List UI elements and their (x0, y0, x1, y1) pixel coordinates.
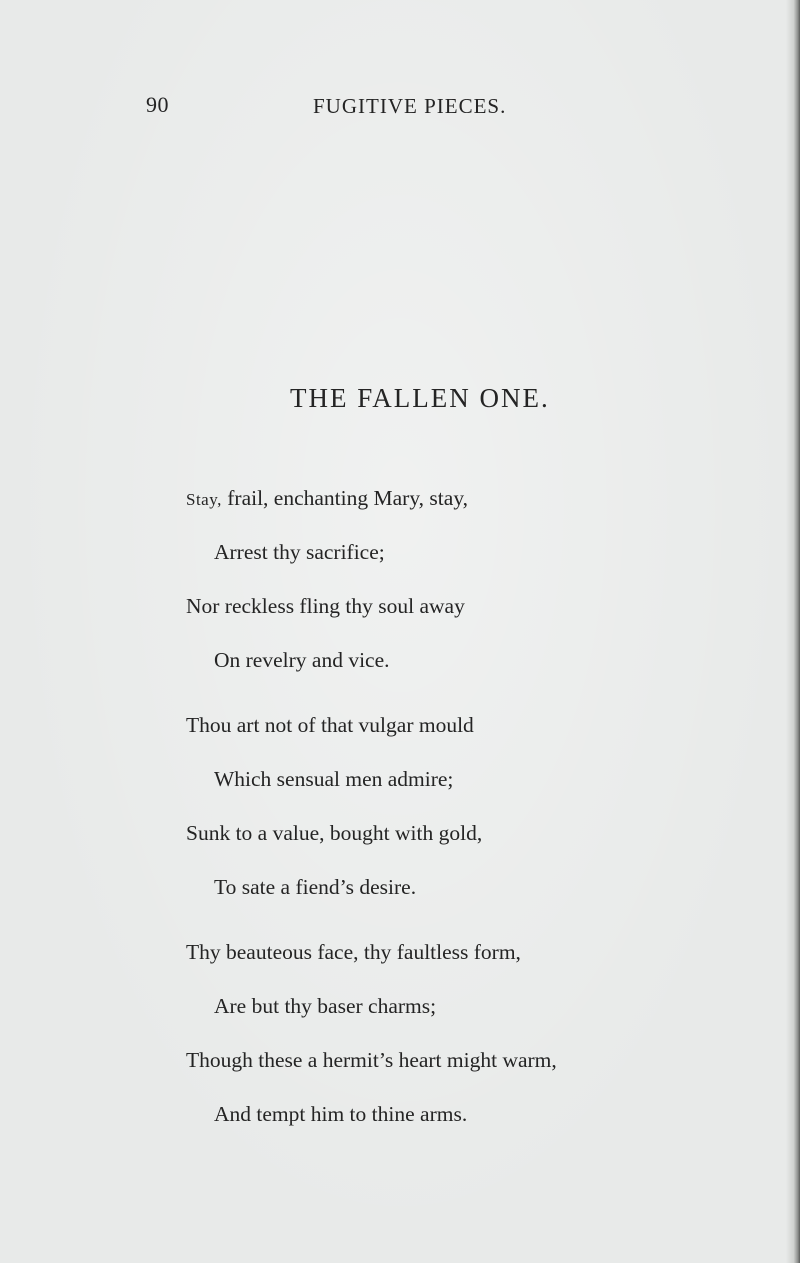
poem-line: On revelry and vice. (214, 648, 390, 672)
poem-line: Nor reckless fling thy soul away (186, 594, 465, 618)
poem-line: Arrest thy sacrifice; (214, 540, 385, 564)
poem-line: Thy beauteous face, thy faultless form, (186, 940, 521, 964)
poem-line: And tempt him to thine arms. (214, 1102, 468, 1126)
page-number: 90 (146, 92, 169, 117)
poem-line: Are but thy baser charms; (214, 994, 437, 1018)
poem-line: Which sensual men admire; (214, 767, 454, 791)
poem-line (186, 486, 468, 511)
poem-title: THE FALLEN ONE. (290, 383, 550, 413)
poem-line: Thou art not of that vulgar mould (186, 713, 474, 737)
poem-line: To sate a fiend’s desire. (214, 875, 417, 899)
line-text: frail, enchanting Mary, stay, (221, 486, 469, 510)
running-head: FUGITIVE PIECES. (313, 94, 507, 118)
small-caps-lead: Stay, (186, 490, 222, 509)
poem-line: Sunk to a value, bought with gold, (186, 821, 483, 845)
page-edge-shadow (786, 0, 800, 1263)
poem-line: Though these a hermit’s heart might warm, (186, 1048, 557, 1072)
